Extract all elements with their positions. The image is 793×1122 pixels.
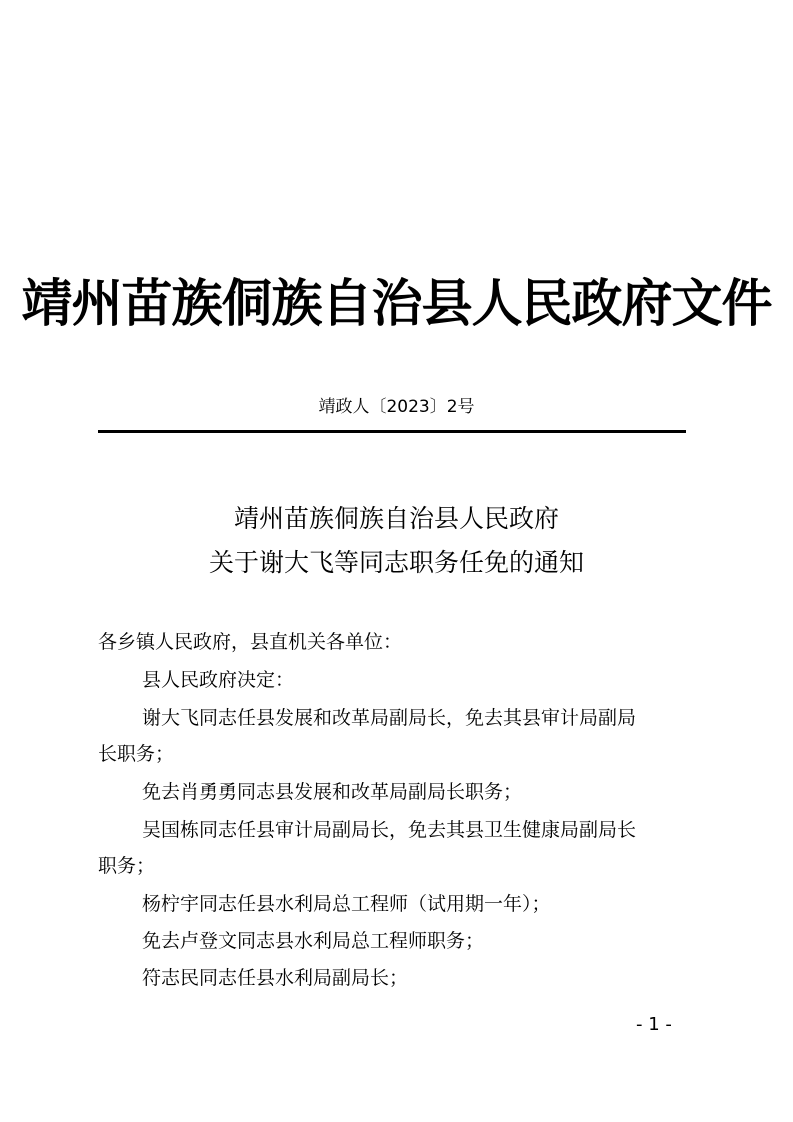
body-line: 谢大飞同志任县发展和改革局副局长，免去其县审计局副局 bbox=[142, 707, 637, 729]
body-line: 杨柠宇同志任县水利局总工程师（试用期一年）； bbox=[142, 893, 551, 915]
notice-title-line1: 靖州苗族侗族自治县人民政府 bbox=[233, 504, 559, 533]
document-header-title: 靖州苗族侗族自治县人民政府文件 bbox=[21, 275, 772, 334]
body-line: 免去卢登文同志县水利局总工程师职务； bbox=[142, 930, 485, 952]
body-line: 免去肖勇勇同志县发展和改革局副局长职务； bbox=[142, 781, 523, 803]
page-number: - 1 - bbox=[636, 1014, 672, 1035]
document-number: 靖政人〔2023〕2号 bbox=[318, 397, 475, 417]
notice-title-line2: 关于谢大飞等同志职务任免的通知 bbox=[208, 548, 584, 577]
salutation: 各乡镇人民政府，县直机关各单位： bbox=[98, 631, 403, 653]
body-line: 吴国栋同志任县审计局副局长，免去其县卫生健康局副局长 bbox=[142, 819, 637, 841]
body-line: 长职务； bbox=[98, 743, 175, 765]
body-line: 符志民同志任县水利局副局长； bbox=[142, 967, 409, 989]
header-divider bbox=[98, 430, 686, 433]
body-line: 县人民政府决定： bbox=[142, 669, 295, 691]
body-line: 职务； bbox=[98, 855, 156, 877]
